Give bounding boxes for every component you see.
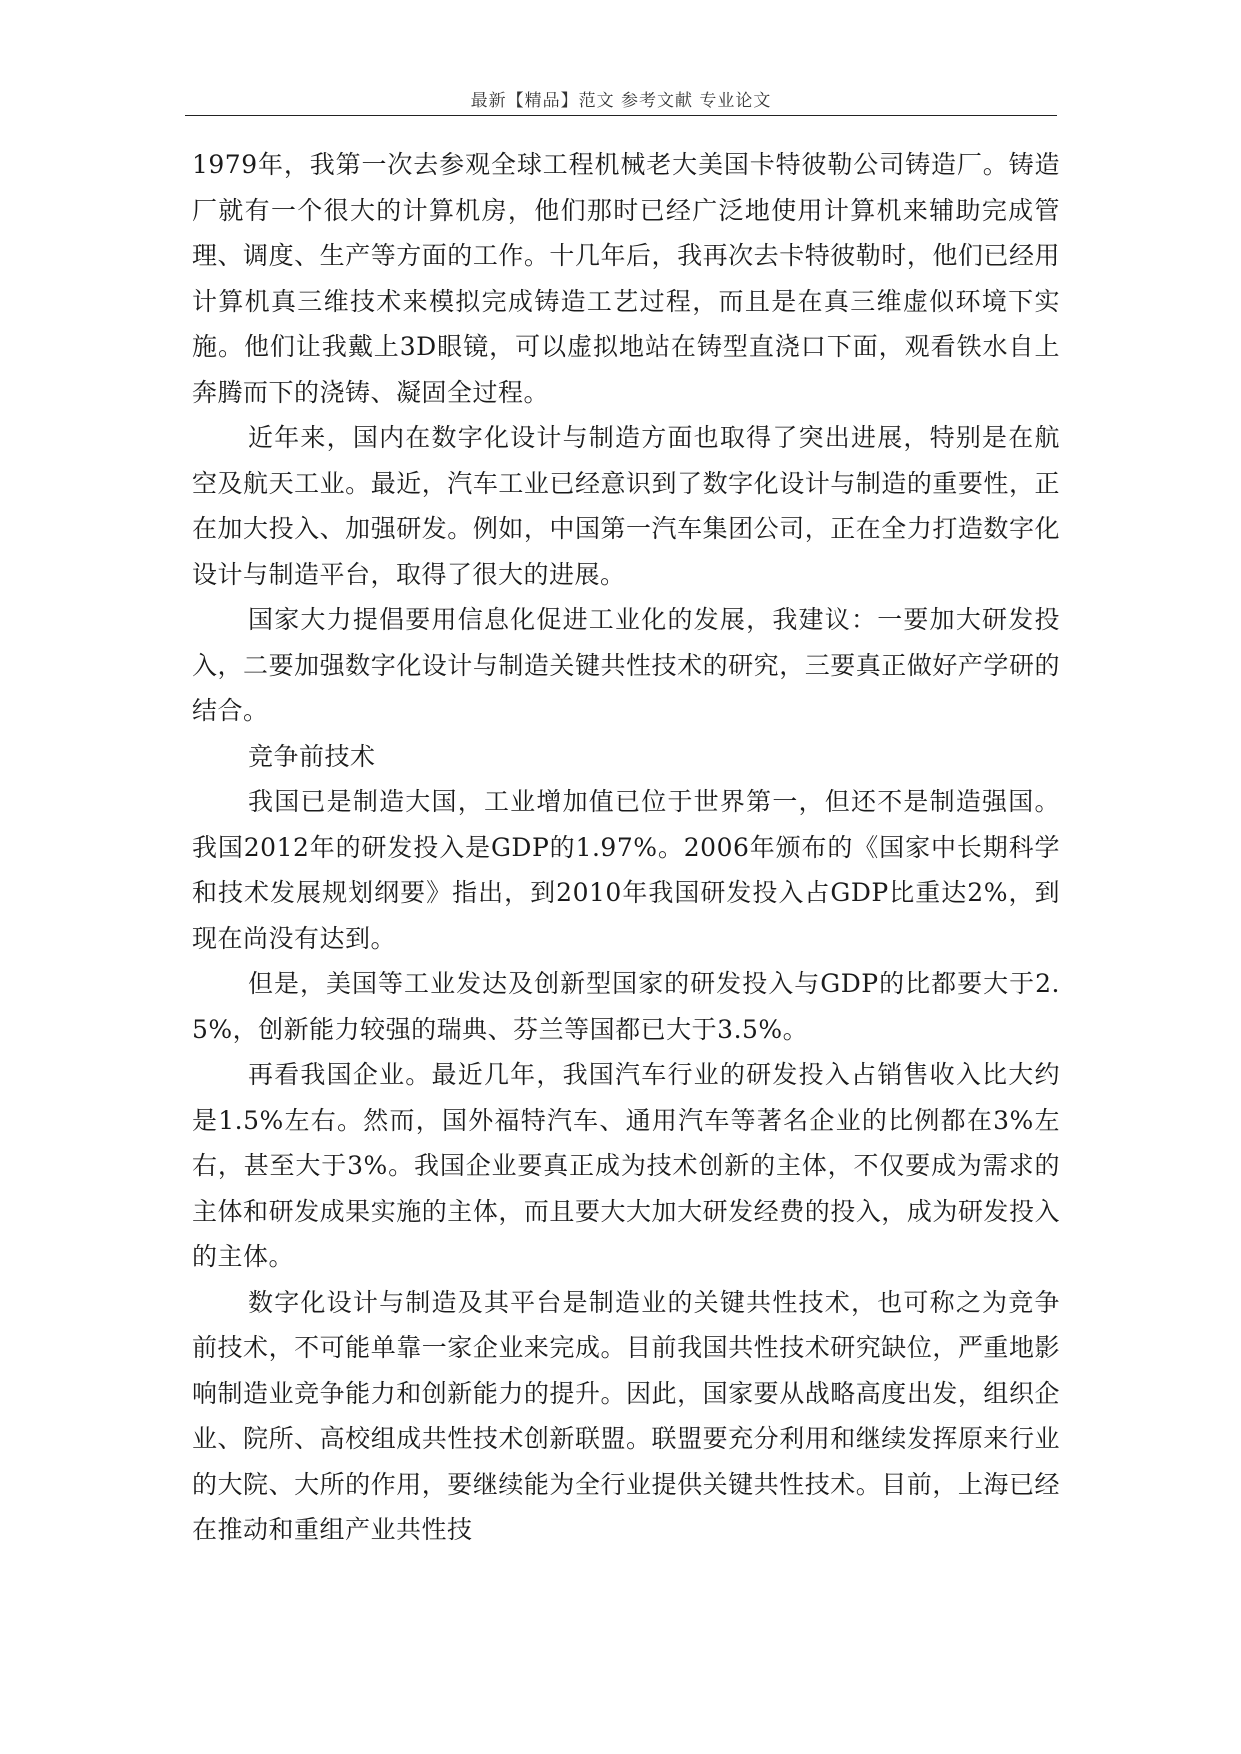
paragraph-rd-investment: 我国已是制造大国，工业增加值已位于世界第一，但还不是制造强国。我国2012年的研发投入是GDP的1.97%。2006年颁布的《国家中长期科学和技术发展规划纲要》指出，到2010年我国研发投入占GDP比重达2%，到现在尚没有达到。 — [192, 787, 1060, 953]
paragraph-developed-countries: 但是，美国等工业发达及创新型国家的研发投入与GDP的比都要大于2.5%，创新能力较强的瑞典、芬兰等国都已大于3.5%。 — [192, 969, 1060, 1044]
section-heading: 竞争前技术 — [248, 741, 376, 771]
paragraph-recommendations: 国家大力提倡要用信息化促进工业化的发展，我建议：一要加大研发投入，二要加强数字化设计与制造关键共性技术的研究，三要真正做好产学研的结合。 — [192, 605, 1060, 725]
paragraph-enterprises: 再看我国企业。最近几年，我国汽车行业的研发投入占销售收入比大约是1.5%左右。然而，国外福特汽车、通用汽车等著名企业的比例都在3%左右，甚至大于3%。我国企业要真正成为技术创新的主体，不仅要成为需求的主体和研发成果实施的主体，而且要大大加大研发经费的投入，成为研发投入的主体。 — [192, 1060, 1060, 1271]
document-body — [192, 142, 1060, 1553]
page-header: 最新【精品】范文 参考文献 专业论文 — [470, 91, 772, 111]
paragraph-domestic-progress: 近年来，国内在数字化设计与制造方面也取得了突出进展，特别是在航空及航天工业。最近，汽车工业已经意识到了数字化设计与制造的重要性，正在加大投入、加强研发。例如，中国第一汽车集团公司，正在全力打造数字化设计与制造平台，取得了很大的进展。 — [192, 423, 1060, 589]
paragraph-common-technology: 数字化设计与制造及其平台是制造业的关键共性技术，也可称之为竞争前技术，不可能单靠一家企业来完成。目前我国共性技术研究缺位，严重地影响制造业竞争能力和创新能力的提升。因此，国家要从战略高度出发，组织企业、院所、高校组成共性技术创新联盟。联盟要充分利用和继续发挥原来行业的大院、大所的作用，要继续能为全行业提供关键共性技术。目前，上海已经在推动和重组产业共性技 — [192, 1287, 1060, 1544]
header-divider — [185, 115, 1057, 116]
paragraph-visit-caterpillar: 1979年，我第一次去参观全球工程机械老大美国卡特彼勒公司铸造厂。铸造厂就有一个很大的计算机房，他们那时已经广泛地使用计算机来辅助完成管理、调度、生产等方面的工作。十几年后，我再次去卡特彼勒时，他们已经用计算机真三维技术来模拟完成铸造工艺过程，而且是在真三维虚似环境下实施。他们让我戴上3D眼镜，可以虚拟地站在铸型直浇口下面，观看铁水自上奔腾而下的浇铸、凝固全过程。 — [192, 150, 1060, 407]
